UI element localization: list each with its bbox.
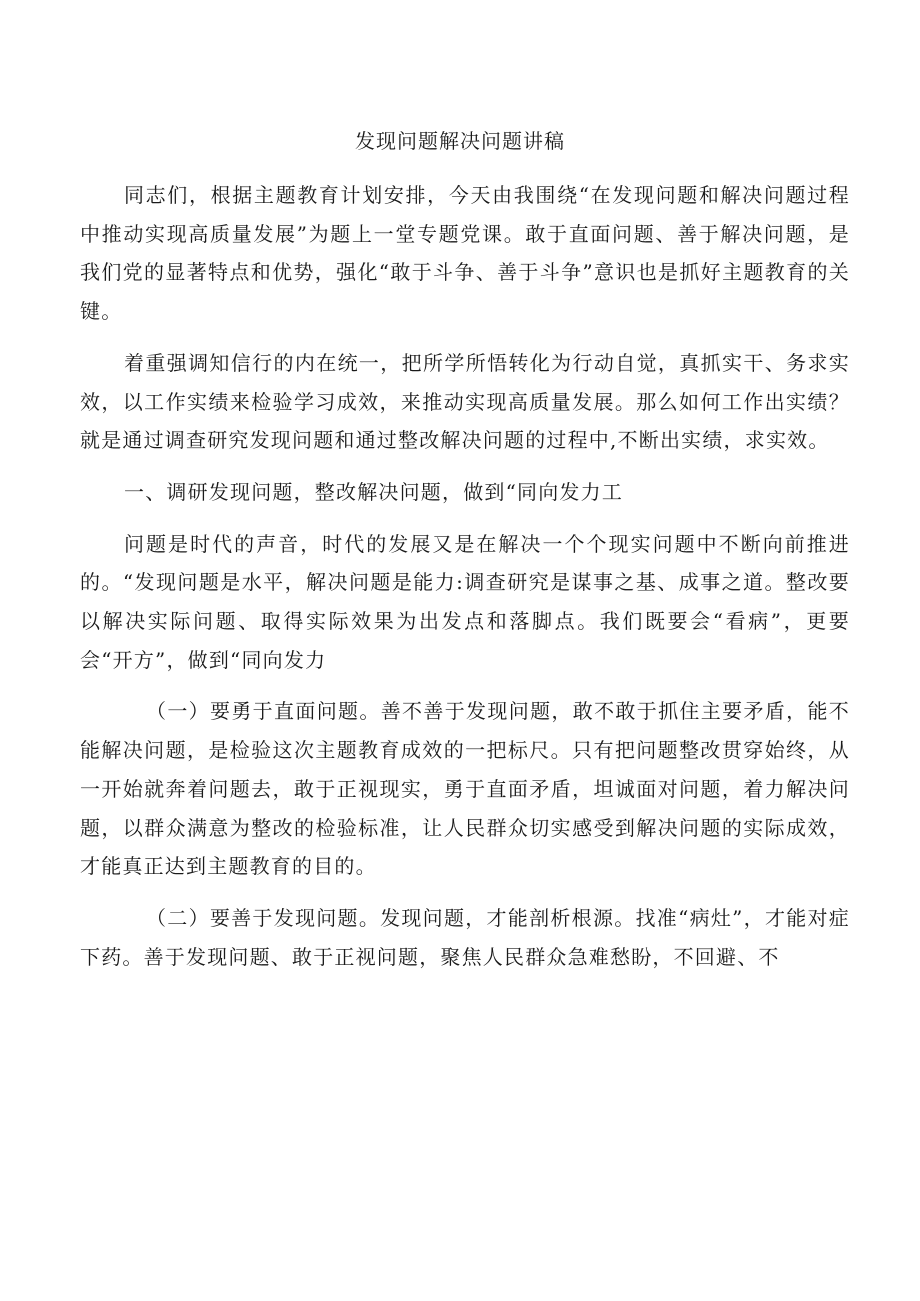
paragraph-problems: 问题是时代的声音，时代的发展又是在解决一个个现实问题中不断向前推进的。“发现问题是水平，解决问题是能力:调查研究是谋事之基、成事之道。整改要以解决实际问题、取得实际效果为出发点和落脚点。我们既要会“看病”，更要会“开方”，做到“同向发力 — [80, 531, 850, 672]
paragraph-intro: 同志们，根据主题教育计划安排，今天由我围绕“在发现问题和解决问题过程中推动实现高质量发展”为题上一堂专题党课。敢于直面问题、善于解决问题，是我们党的显著特点和优势，强化“敢于斗争、善于斗争”意识也是抓好主题教育的关键。 — [80, 183, 850, 324]
paragraph-face-problems: （一）要勇于直面问题。善不善于发现问题，敢不敢于抓住主要矛盾，能不能解决问题，是检验这次主题教育成效的一把标尺。只有把问题整改贯穿始终，从一开始就奔着问题去，敢于正视现实，勇于直面矛盾，坦诚面对问题，着力解决问题，以群众满意为整改的检验标准，让人民群众切实感受到解决问题的实际成效，才能真正达到主题教育的目的。 — [80, 699, 850, 879]
document-title: 发现问题解决问题讲稿 — [355, 129, 565, 153]
section-heading-1: 一、调研发现问题，整改解决问题，做到“同向发力工 — [124, 479, 624, 504]
paragraph-emphasis: 着重强调知信行的内在统一，把所学所悟转化为行动自觉，真抓实干、务求实效，以工作实绩来检验学习成效，来推动实现高质量发展。那么如何工作出实绩？就是通过调查研究发现问题和通过整改解决问题的过程中,不断出实绩，求实效。 — [80, 350, 850, 453]
paragraph-find-problems: （二）要善于发现问题。发现问题，才能剖析根源。找准“病灶”，才能对症下药。善于发现问题、敢于正视问题，聚焦人民群众急难愁盼，不回避、不 — [80, 905, 850, 969]
document-body — [80, 176, 850, 976]
